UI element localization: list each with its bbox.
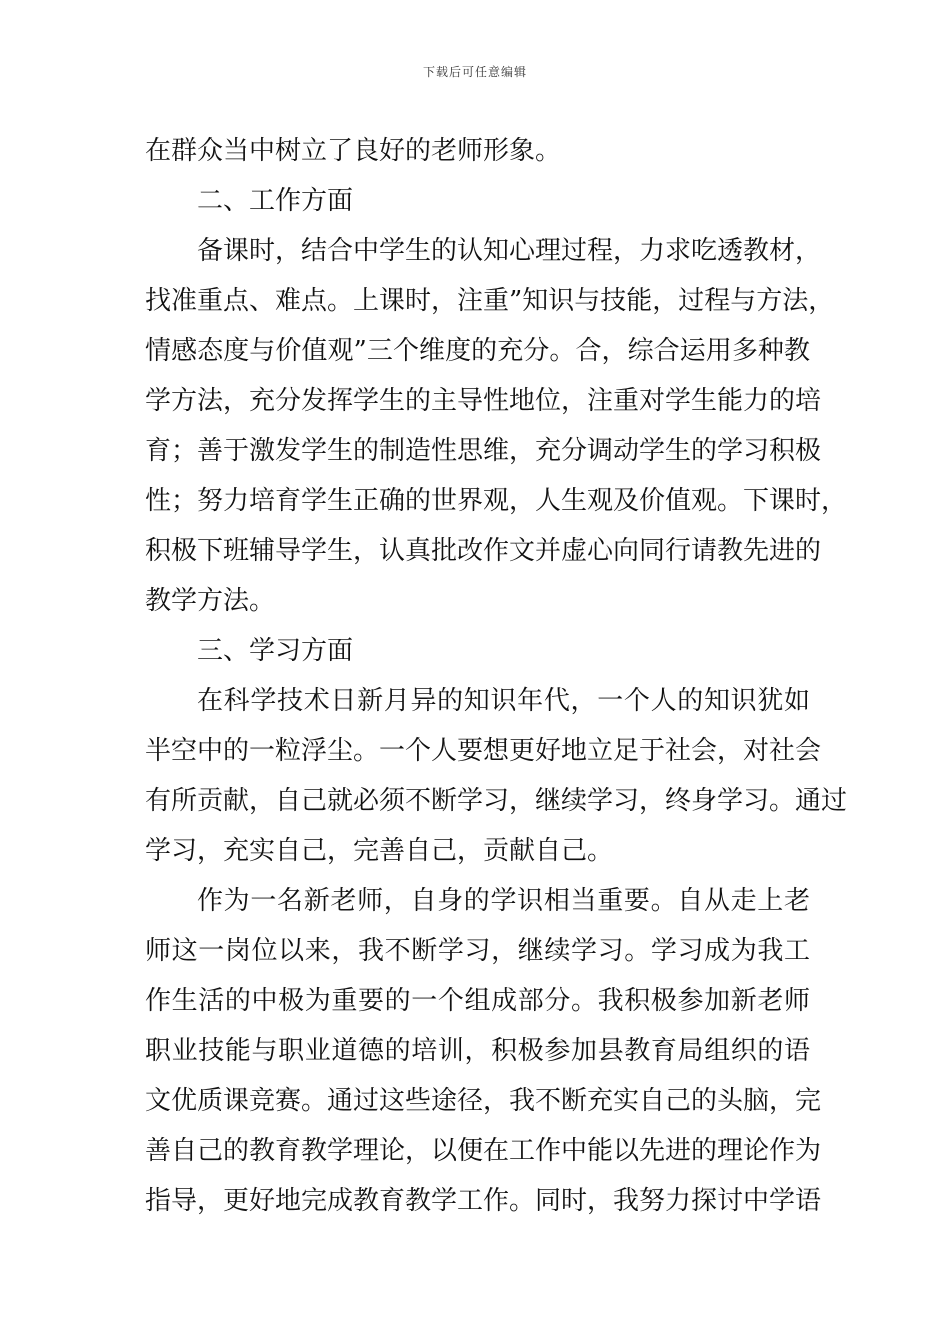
paragraph-line: 善自己的教育教学理论，以便在工作中能以先进的理论作为 [145, 1136, 822, 1166]
page-header: 下载后可任意编辑 [422, 65, 527, 79]
paragraph-line: 师这一岗位以来，我不断学习，继续学习。学习成为我工 [145, 936, 810, 966]
section-heading: 三、学习方面 [197, 636, 354, 666]
document-body [145, 126, 848, 1226]
paragraph-line: 半空中的一粒浮尘。一个人要想更好地立足于社会，对社会 [145, 736, 822, 766]
paragraph-line: 文优质课竞赛。通过这些途径，我不断充实自己的头脑，完 [145, 1086, 822, 1116]
paragraph-line: 备课时，结合中学生的认知心理过程，力求吃透教材， [197, 236, 822, 266]
paragraph-line: 积极下班辅导学生，认真批改作文并虚心向同行请教先进的 [145, 536, 822, 566]
paragraph-line: 职业技能与职业道德的培训，积极参加县教育局组织的语 [145, 1036, 810, 1066]
paragraph-line: 在科学技术日新月异的知识年代，一个人的知识犹如 [197, 686, 810, 716]
paragraph-line: 在群众当中树立了良好的老师形象。 [145, 136, 562, 166]
paragraph-line: 学方法，充分发挥学生的主导性地位，注重对学生能力的培 [145, 386, 822, 416]
paragraph-line: 作生活的中极为重要的一个组成部分。我积极参加新老师 [145, 986, 810, 1016]
paragraph-line: 作为一名新老师，自身的学识相当重要。自从走上老 [197, 886, 810, 916]
paragraph-line: 性；努力培育学生正确的世界观，人生观及价值观。下课时， [145, 486, 848, 516]
paragraph-line: 情感态度与价值观”三个维度的充分。合，综合运用多种教 [145, 336, 810, 366]
paragraph-line: 指导，更好地完成教育教学工作。同时，我努力探讨中学语 [145, 1186, 822, 1216]
section-heading: 二、工作方面 [197, 186, 354, 216]
paragraph-line: 育；善于激发学生的制造性思维，充分调动学生的学习积极 [145, 436, 822, 466]
paragraph-line: 找准重点、难点。上课时，注重”知识与技能，过程与方法， [145, 286, 835, 316]
paragraph-line: 有所贡献，自己就必须不断学习，继续学习，终身学习。通过 [145, 786, 848, 816]
paragraph-line: 教学方法。 [145, 586, 276, 616]
paragraph-line: 学习，充实自己，完善自己，贡献自己。 [145, 836, 614, 866]
